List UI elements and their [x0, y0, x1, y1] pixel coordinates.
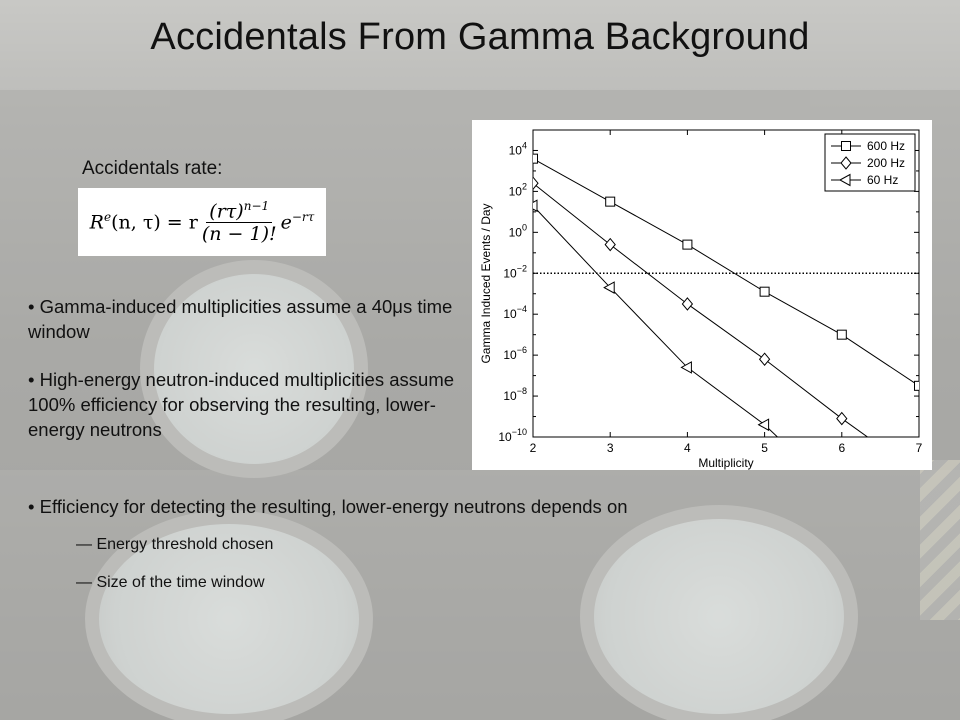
x-tick-label: 4 [684, 441, 691, 455]
data-point [683, 240, 692, 249]
sub-bullet-energy-threshold: — Energy threshold chosen [76, 536, 274, 553]
data-point [527, 200, 537, 211]
slide-title: Accidentals From Gamma Background [150, 16, 810, 58]
accidentals-rate-label: Accidentals rate: [82, 158, 223, 179]
bullet-gamma-multiplicities: • Gamma-induced multiplicities assume a 40μs time window [28, 296, 453, 342]
y-tick-label: $10^{-8}$ [503, 386, 527, 404]
x-tick-label: 5 [761, 441, 768, 455]
data-point [915, 381, 924, 390]
legend-label: 60 Hz [867, 173, 899, 187]
y-tick-label: $10^{-2}$ [503, 263, 527, 281]
chart-svg [472, 120, 932, 470]
legend-label: 600 Hz [867, 139, 906, 153]
formula-lhs: $R^e(n$, τ) = r [89, 210, 198, 234]
y-tick-label: $10^4$ [508, 140, 527, 158]
formula-fraction: $\frac{(r\tau)^{n-1}}{(n - 1)!}$ [201, 198, 277, 246]
bullet-neutron-multiplicities: • High-energy neutron-induced multiplicities assume 100% efficiency for observing the resulting, lower-energy neutrons [28, 369, 455, 440]
y-tick-label: $10^{-10}$ [498, 427, 527, 444]
y-axis-label: Gamma Induced Events / Day [479, 203, 493, 364]
x-tick-label: 7 [915, 441, 923, 455]
y-tick-label: $10^0$ [508, 222, 527, 240]
accidentals-rate-formula [78, 188, 326, 256]
data-point [529, 154, 538, 163]
bullet-detection-efficiency: • Efficiency for detecting the resulting, lower-energy neutrons depends on [28, 496, 628, 517]
formula-exponential: $e^{-r\tau}$ [280, 210, 315, 234]
multiplicity-chart [472, 120, 932, 470]
x-tick-label: 6 [838, 441, 846, 455]
x-tick-label: 2 [529, 441, 537, 455]
y-tick-label: $10^2$ [508, 181, 527, 199]
data-point [760, 287, 769, 296]
data-point [606, 197, 615, 206]
y-tick-label: $10^{-4}$ [503, 304, 527, 322]
x-axis-label: Multiplicity [698, 456, 754, 470]
y-tick-label: $10^{-6}$ [503, 345, 527, 363]
legend-label: 200 Hz [867, 156, 906, 170]
legend-marker [842, 142, 851, 151]
x-tick-label: 3 [606, 441, 614, 455]
sub-bullet-time-window: — Size of the time window [76, 574, 265, 591]
data-point [837, 330, 846, 339]
